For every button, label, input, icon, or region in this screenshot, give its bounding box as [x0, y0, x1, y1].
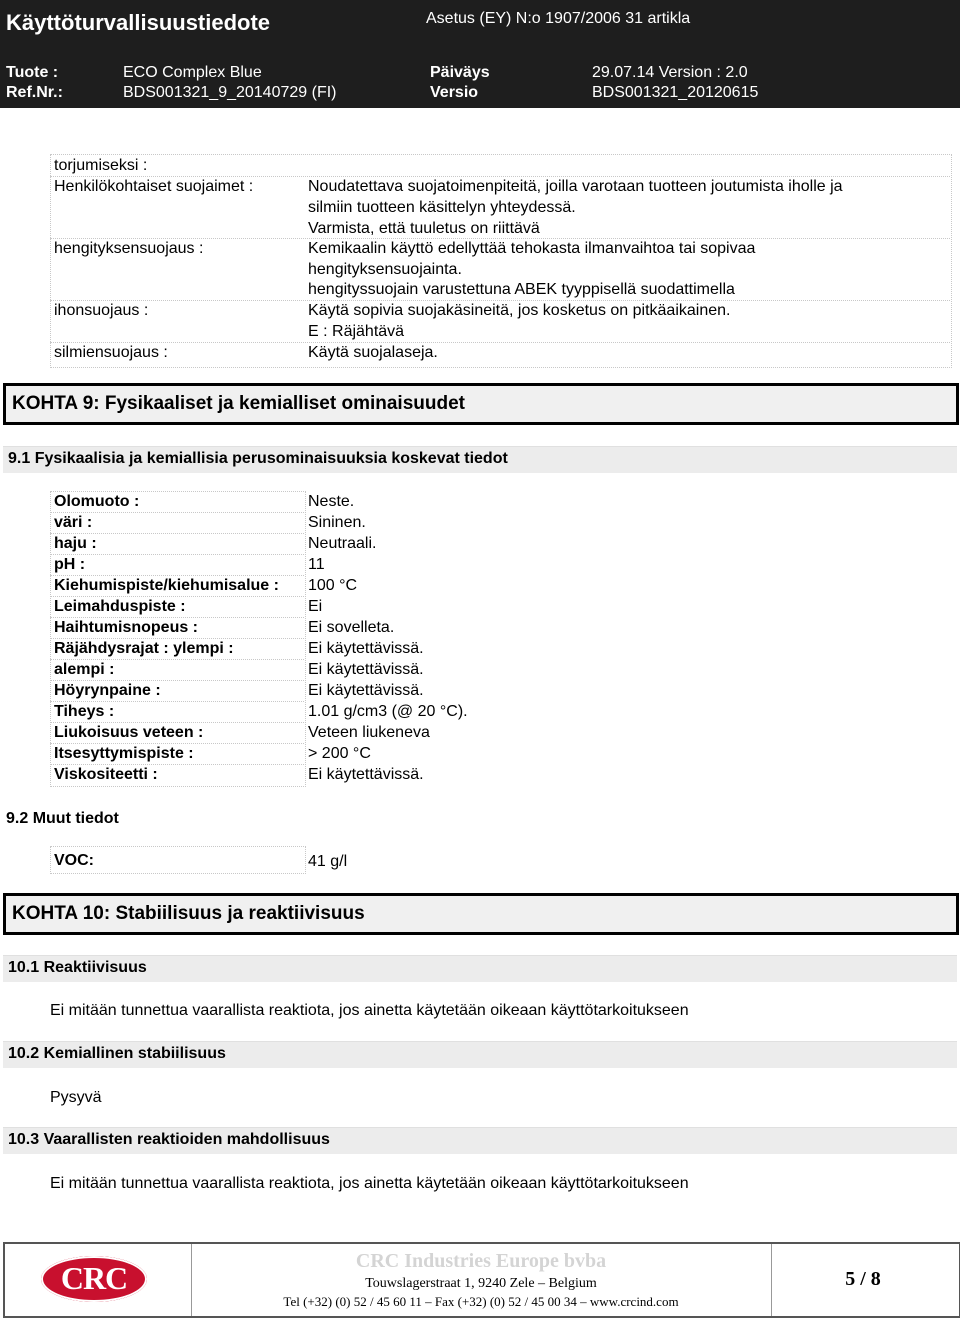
logo-text: CRC: [60, 1260, 128, 1296]
subsection-10-3-heading: [3, 1127, 957, 1154]
subsection-10-1-heading: [3, 955, 957, 982]
property-value: Veteen liukeneva: [308, 724, 430, 741]
property-value: Ei käytettävissä.: [308, 682, 424, 699]
date-value: 29.07.14 Version : 2.0: [592, 64, 748, 81]
reactivity-text: Ei mitään tunnettua vaarallista reaktiota, jos ainetta käytetään oikeaan käyttötarkoitukseen: [50, 1002, 689, 1019]
property-label: Tiheys :: [54, 703, 115, 720]
property-value: Neste.: [308, 493, 355, 510]
crc-logo: [41, 1256, 147, 1302]
property-label: alempi :: [54, 661, 115, 678]
personal-protection-text-3: Varmista, että tuuletus on riittävä: [308, 220, 540, 237]
property-label: Kiehumispiste/kiehumisalue :: [54, 577, 279, 594]
section-9-heading: [3, 383, 959, 425]
property-value: Ei käytettävissä.: [308, 640, 424, 657]
page-number: 5 / 8: [845, 1268, 881, 1290]
subsection-10-1-title: 10.1 Reaktiivisuus: [8, 959, 147, 976]
version-label: Versio: [430, 84, 479, 101]
document-header: [0, 0, 960, 108]
regulation-reference: Asetus (EY) N:o 1907/2006 31 artikla: [426, 10, 691, 27]
document-footer: [3, 1242, 960, 1318]
subsection-9-1-title: 9.1 Fysikaalisia ja kemiallisia perusominaisuuksia koskevat tiedot: [8, 450, 508, 467]
respiratory-protection-text-3: hengityssuojain varustettuna ABEK tyyppisellä suodattimella: [308, 281, 735, 298]
property-label: Haihtumisnopeus :: [54, 619, 199, 636]
company-address: Touwslagerstraat 1, 9240 Zele – Belgium: [365, 1276, 597, 1291]
personal-protection-label: Henkilökohtaiset suojaimet :: [54, 178, 254, 195]
respiratory-protection-label: hengityksensuojaus :: [54, 240, 204, 257]
company-contact: Tel (+32) (0) 52 / 45 60 11 – Fax (+32) (0) 52 / 45 00 34 – www.crcind.com: [283, 1294, 679, 1309]
personal-protection-text-2: silmiin tuotteen käsittelyn yhteydessä.: [308, 199, 576, 216]
subsection-9-2-title: 9.2 Muut tiedot: [6, 810, 119, 827]
respiratory-protection-text-2: hengityksensuojainta.: [308, 261, 462, 278]
eye-protection-label: silmiensuojaus :: [54, 344, 168, 361]
voc-label: VOC:: [54, 852, 94, 869]
property-label: Olomuoto :: [54, 493, 140, 510]
eye-protection-text: Käytä suojalaseja.: [308, 344, 438, 361]
subsection-10-2-title: 10.2 Kemiallinen stabiilisuus: [8, 1045, 226, 1062]
property-label: Leimahduspiste :: [54, 598, 186, 615]
property-label: väri :: [54, 514, 93, 531]
section-10-title: KOHTA 10: Stabiilisuus ja reaktiivisuus: [12, 903, 365, 924]
voc-value: 41 g/l: [308, 853, 348, 870]
property-value: Ei käytettävissä.: [308, 766, 424, 783]
property-value: 100 °C: [308, 577, 358, 594]
personal-protection-text-1: Noudatettava suojatoimenpiteitä, joilla varotaan tuotteen joutumista iholle ja: [308, 178, 843, 195]
property-value: > 200 °C: [308, 745, 371, 762]
hazardous-reactions-text: Ei mitään tunnettua vaarallista reaktiota, jos ainetta käytetään oikeaan käyttötarkoitukseen: [50, 1175, 689, 1192]
logo-cell: [5, 1244, 192, 1316]
property-label: haju :: [54, 535, 97, 552]
property-value: Ei käytettävissä.: [308, 661, 424, 678]
skin-protection-label: ihonsuojaus :: [54, 302, 149, 319]
property-value: Ei sovelleta.: [308, 619, 395, 636]
property-value: 11: [308, 556, 325, 573]
property-value: Sininen.: [308, 514, 366, 531]
protection-intro-label: torjumiseksi :: [54, 157, 148, 174]
company-name: CRC Industries Europe bvba: [355, 1250, 607, 1272]
ref-value: BDS001321_9_20140729 (FI): [123, 84, 337, 101]
date-label: Päiväys: [430, 64, 490, 81]
property-label: Viskositeetti :: [54, 766, 158, 783]
stability-text: Pysyvä: [50, 1089, 102, 1106]
property-value: Neutraali.: [308, 535, 377, 552]
property-label: pH :: [54, 556, 86, 573]
ref-label: Ref.Nr.:: [6, 84, 63, 101]
property-label: Räjähdysrajat : ylempi :: [54, 640, 234, 657]
skin-protection-text-2: E : Räjähtävä: [308, 323, 405, 340]
product-value: ECO Complex Blue: [123, 64, 262, 81]
section-10-heading: [3, 893, 959, 935]
property-value: 1.01 g/cm3 (@ 20 °C).: [308, 703, 468, 720]
skin-protection-text-1: Käytä sopivia suojakäsineitä, jos kosketus on pitkäaikainen.: [308, 302, 731, 319]
subsection-9-1-heading: [3, 446, 957, 473]
property-label: Liukoisuus veteen :: [54, 724, 204, 741]
property-label: Itsesyttymispiste :: [54, 745, 194, 762]
subsection-10-2-heading: [3, 1041, 957, 1068]
property-label: Höyrynpaine :: [54, 682, 161, 699]
property-value: Ei: [308, 598, 323, 615]
company-cell: [191, 1244, 772, 1316]
document-title: Käyttöturvallisuustiedote: [6, 10, 271, 35]
subsection-10-3-title: 10.3 Vaarallisten reaktioiden mahdollisuus: [8, 1131, 330, 1148]
product-label: Tuote :: [6, 64, 59, 81]
respiratory-protection-text-1: Kemikaalin käyttö edellyttää tehokasta ilmanvaihtoa tai sopivaa: [308, 240, 756, 257]
section-9-title: KOHTA 9: Fysikaaliset ja kemialliset ominaisuudet: [12, 393, 465, 414]
version-value: BDS001321_20120615: [592, 84, 759, 101]
